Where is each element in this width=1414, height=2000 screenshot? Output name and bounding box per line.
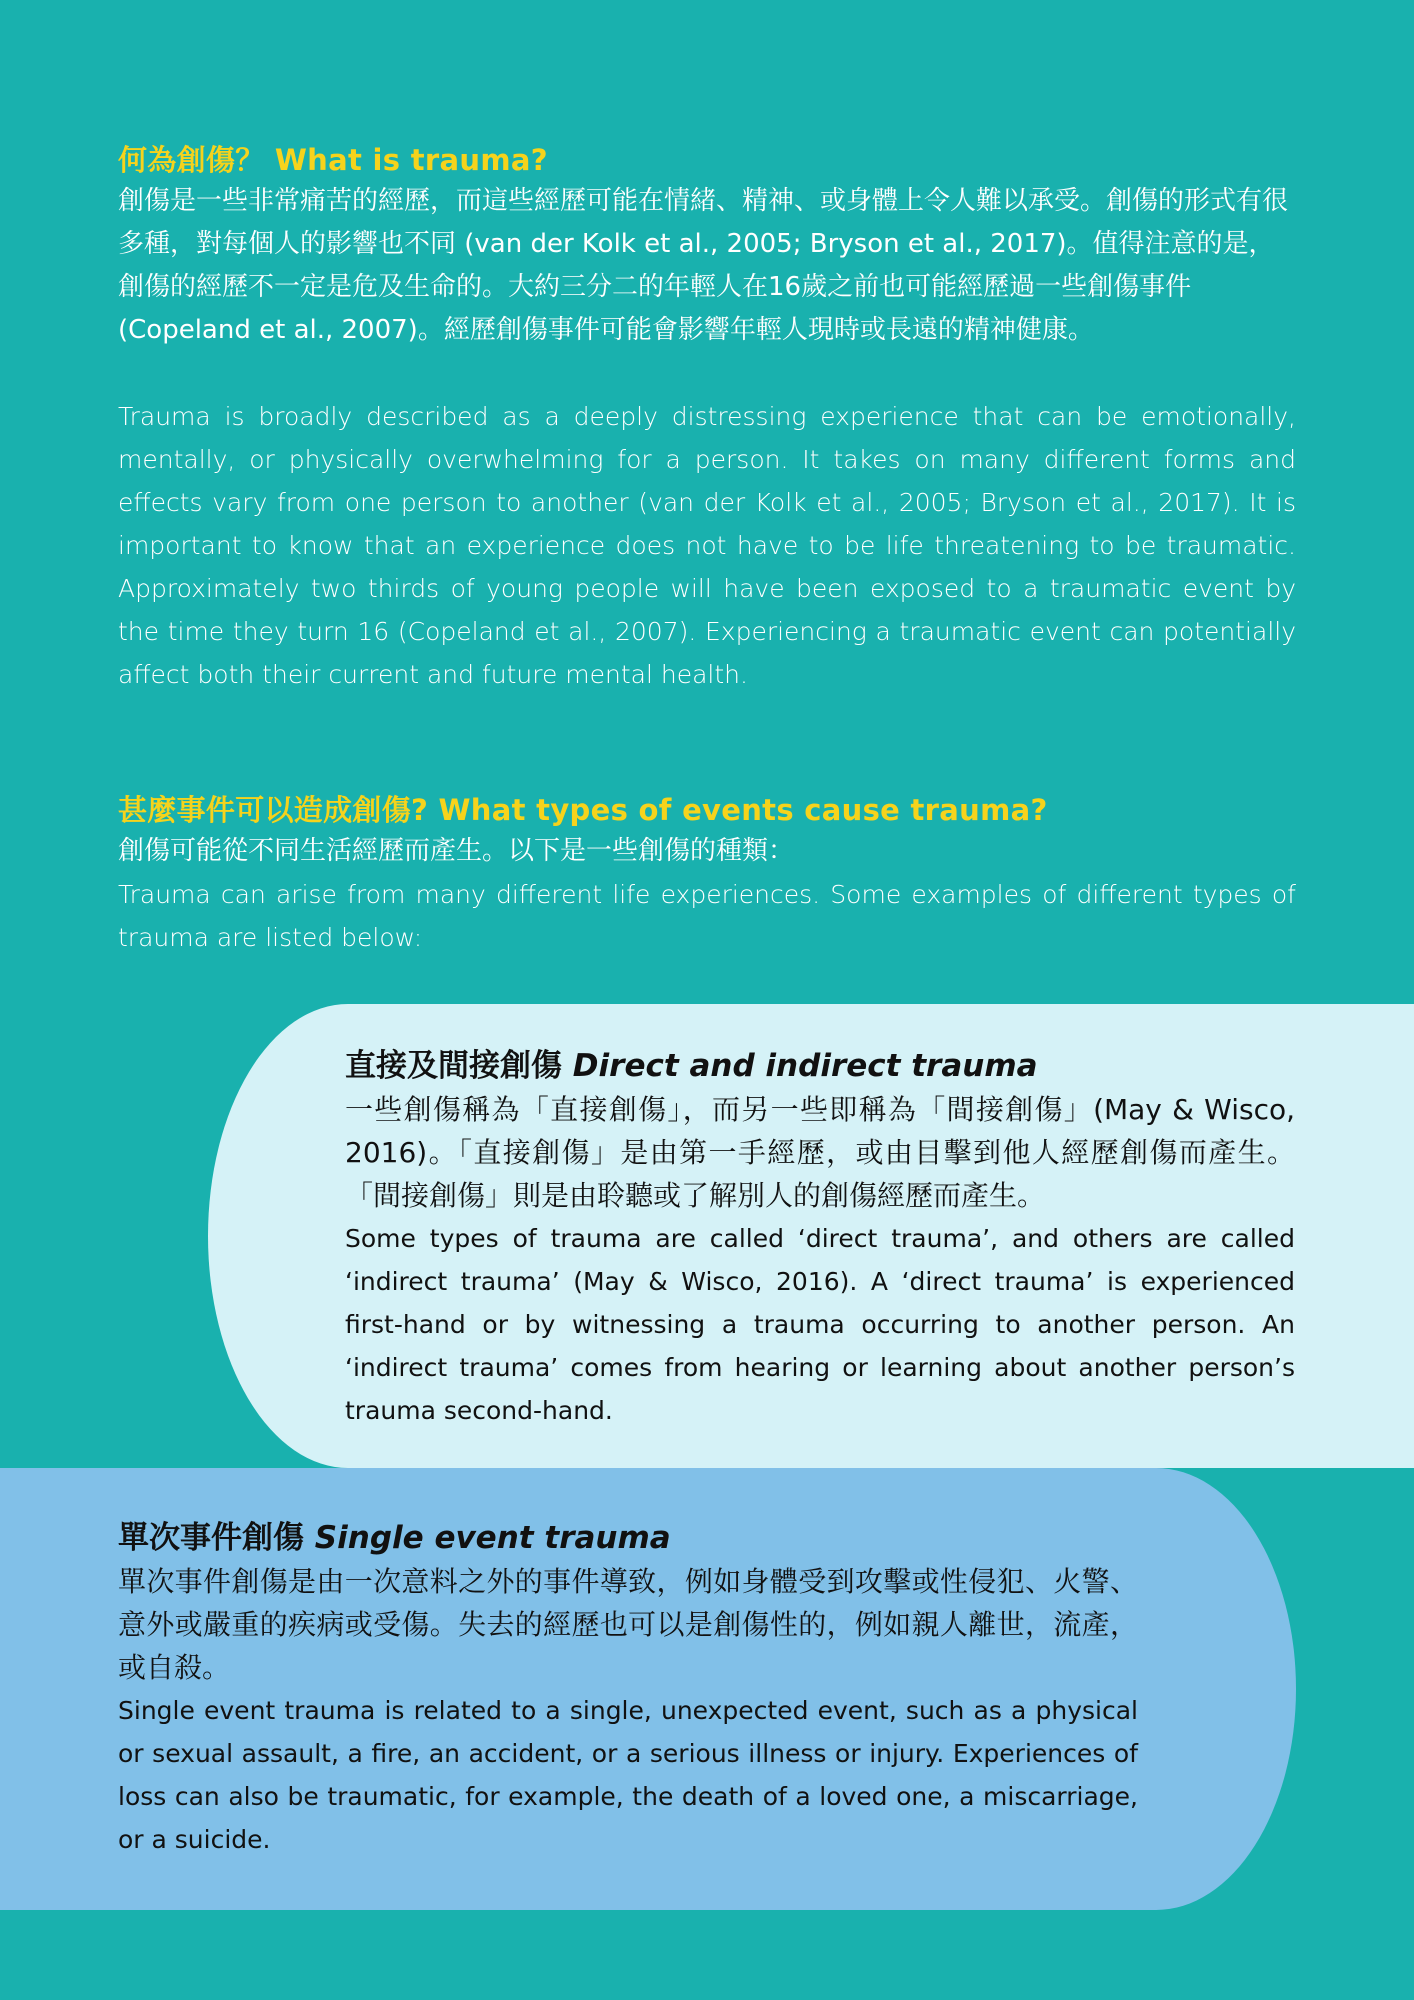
section-text-en: Trauma can arise from many different life experiences. Some examples of different types of trauma are listed below: xyxy=(118,880,1296,952)
section-heading-what-is-trauma: 何為創傷？ What is trauma? xyxy=(118,143,548,177)
section-text-zh: 創傷是一些非常痛苦的經歷，而這些經歷可能在情緒、精神、或身體上令人難以承受。創傷的形式有很多種，對每個人的影響也不同 (van der Kolk et al., 2005; Bryson et al., 2017)。值得注意的是，創傷的經歷不一定是危及生命的。大約三分二的年輕人在16歲之前也可能經歷過一些創傷事件 (Copeland et al., 2007)。經歷創傷事件可能會影響年輕人現時或長遠的精神健康。 xyxy=(118,186,1289,345)
card-heading-en: Single event trauma xyxy=(314,1520,671,1556)
card-content xyxy=(118,1516,1138,1861)
card-text-en: Some types of trauma are called ‘direct trauma’, and others are called ‘indirect trauma’ (May & Wisco, 2016). A ‘direct trauma’ is experienced first-hand or by witnessing a trauma occurring to another person. An ‘indirect trauma’ comes from hearing or learning about another person’s trauma second-hand. xyxy=(345,1224,1295,1425)
section-text-en: Trauma is broadly described as a deeply distressing experience that can be emotionally, mentally, or physically overwhelming for a person. It takes on many different forms and effects vary from one person to another (van der Kolk et al., 2005; Bryson et al., 2017). It is important to know that an experience does not have to be life threatening to be traumatic. Approximately two thirds of young people will have been exposed to a traumatic event by the time they turn 16 (Copeland et al., 2007). Experiencing a traumatic event can potentially affect both their current and future mental health. xyxy=(118,402,1296,689)
card-heading-zh: 單次事件創傷 xyxy=(118,1520,304,1556)
card-text-zh: 單次事件創傷是由一次意料之外的事件導致，例如身體受到攻擊或性侵犯、火警、意外或嚴重的疾病或受傷。失去的經歷也可以是創傷性的，例如親人離世，流產，或自殺。 xyxy=(118,1565,1138,1684)
card-direct-indirect-trauma xyxy=(208,1004,1414,1468)
card-heading-en: Direct and indirect trauma xyxy=(572,1048,1038,1084)
section-heading-types: 甚麼事件可以造成創傷? What types of events cause trauma? xyxy=(118,793,1048,827)
section-text-zh: 創傷可能從不同生活經歷而產生。以下是一些創傷的種類： xyxy=(118,836,795,866)
section-types-of-events xyxy=(118,790,1296,959)
card-heading xyxy=(118,1516,1138,1560)
card-content xyxy=(345,1044,1295,1432)
card-heading-zh: 直接及間接創傷 xyxy=(345,1048,562,1084)
card-text-en: Single event trauma is related to a single, unexpected event, such as a physical or sexual assault, a fire, an accident, or a serious illness or injury. Experiences of loss can also be traumatic, for example, the death of a loved one, a miscarriage, or a suicide. xyxy=(118,1696,1138,1854)
card-single-event-trauma xyxy=(0,1468,1296,1910)
card-text-zh: 一些創傷稱為「直接創傷」，而另一些即稱為「間接創傷」(May & Wisco, 2016)。「直接創傷」是由第一手經歷，或由目擊到他人經歷創傷而產生。「間接創傷」則是由聆聽或了解別人的創傷經歷而產生。 xyxy=(345,1093,1295,1212)
section-what-is-trauma xyxy=(118,140,1296,696)
card-heading xyxy=(345,1044,1295,1088)
